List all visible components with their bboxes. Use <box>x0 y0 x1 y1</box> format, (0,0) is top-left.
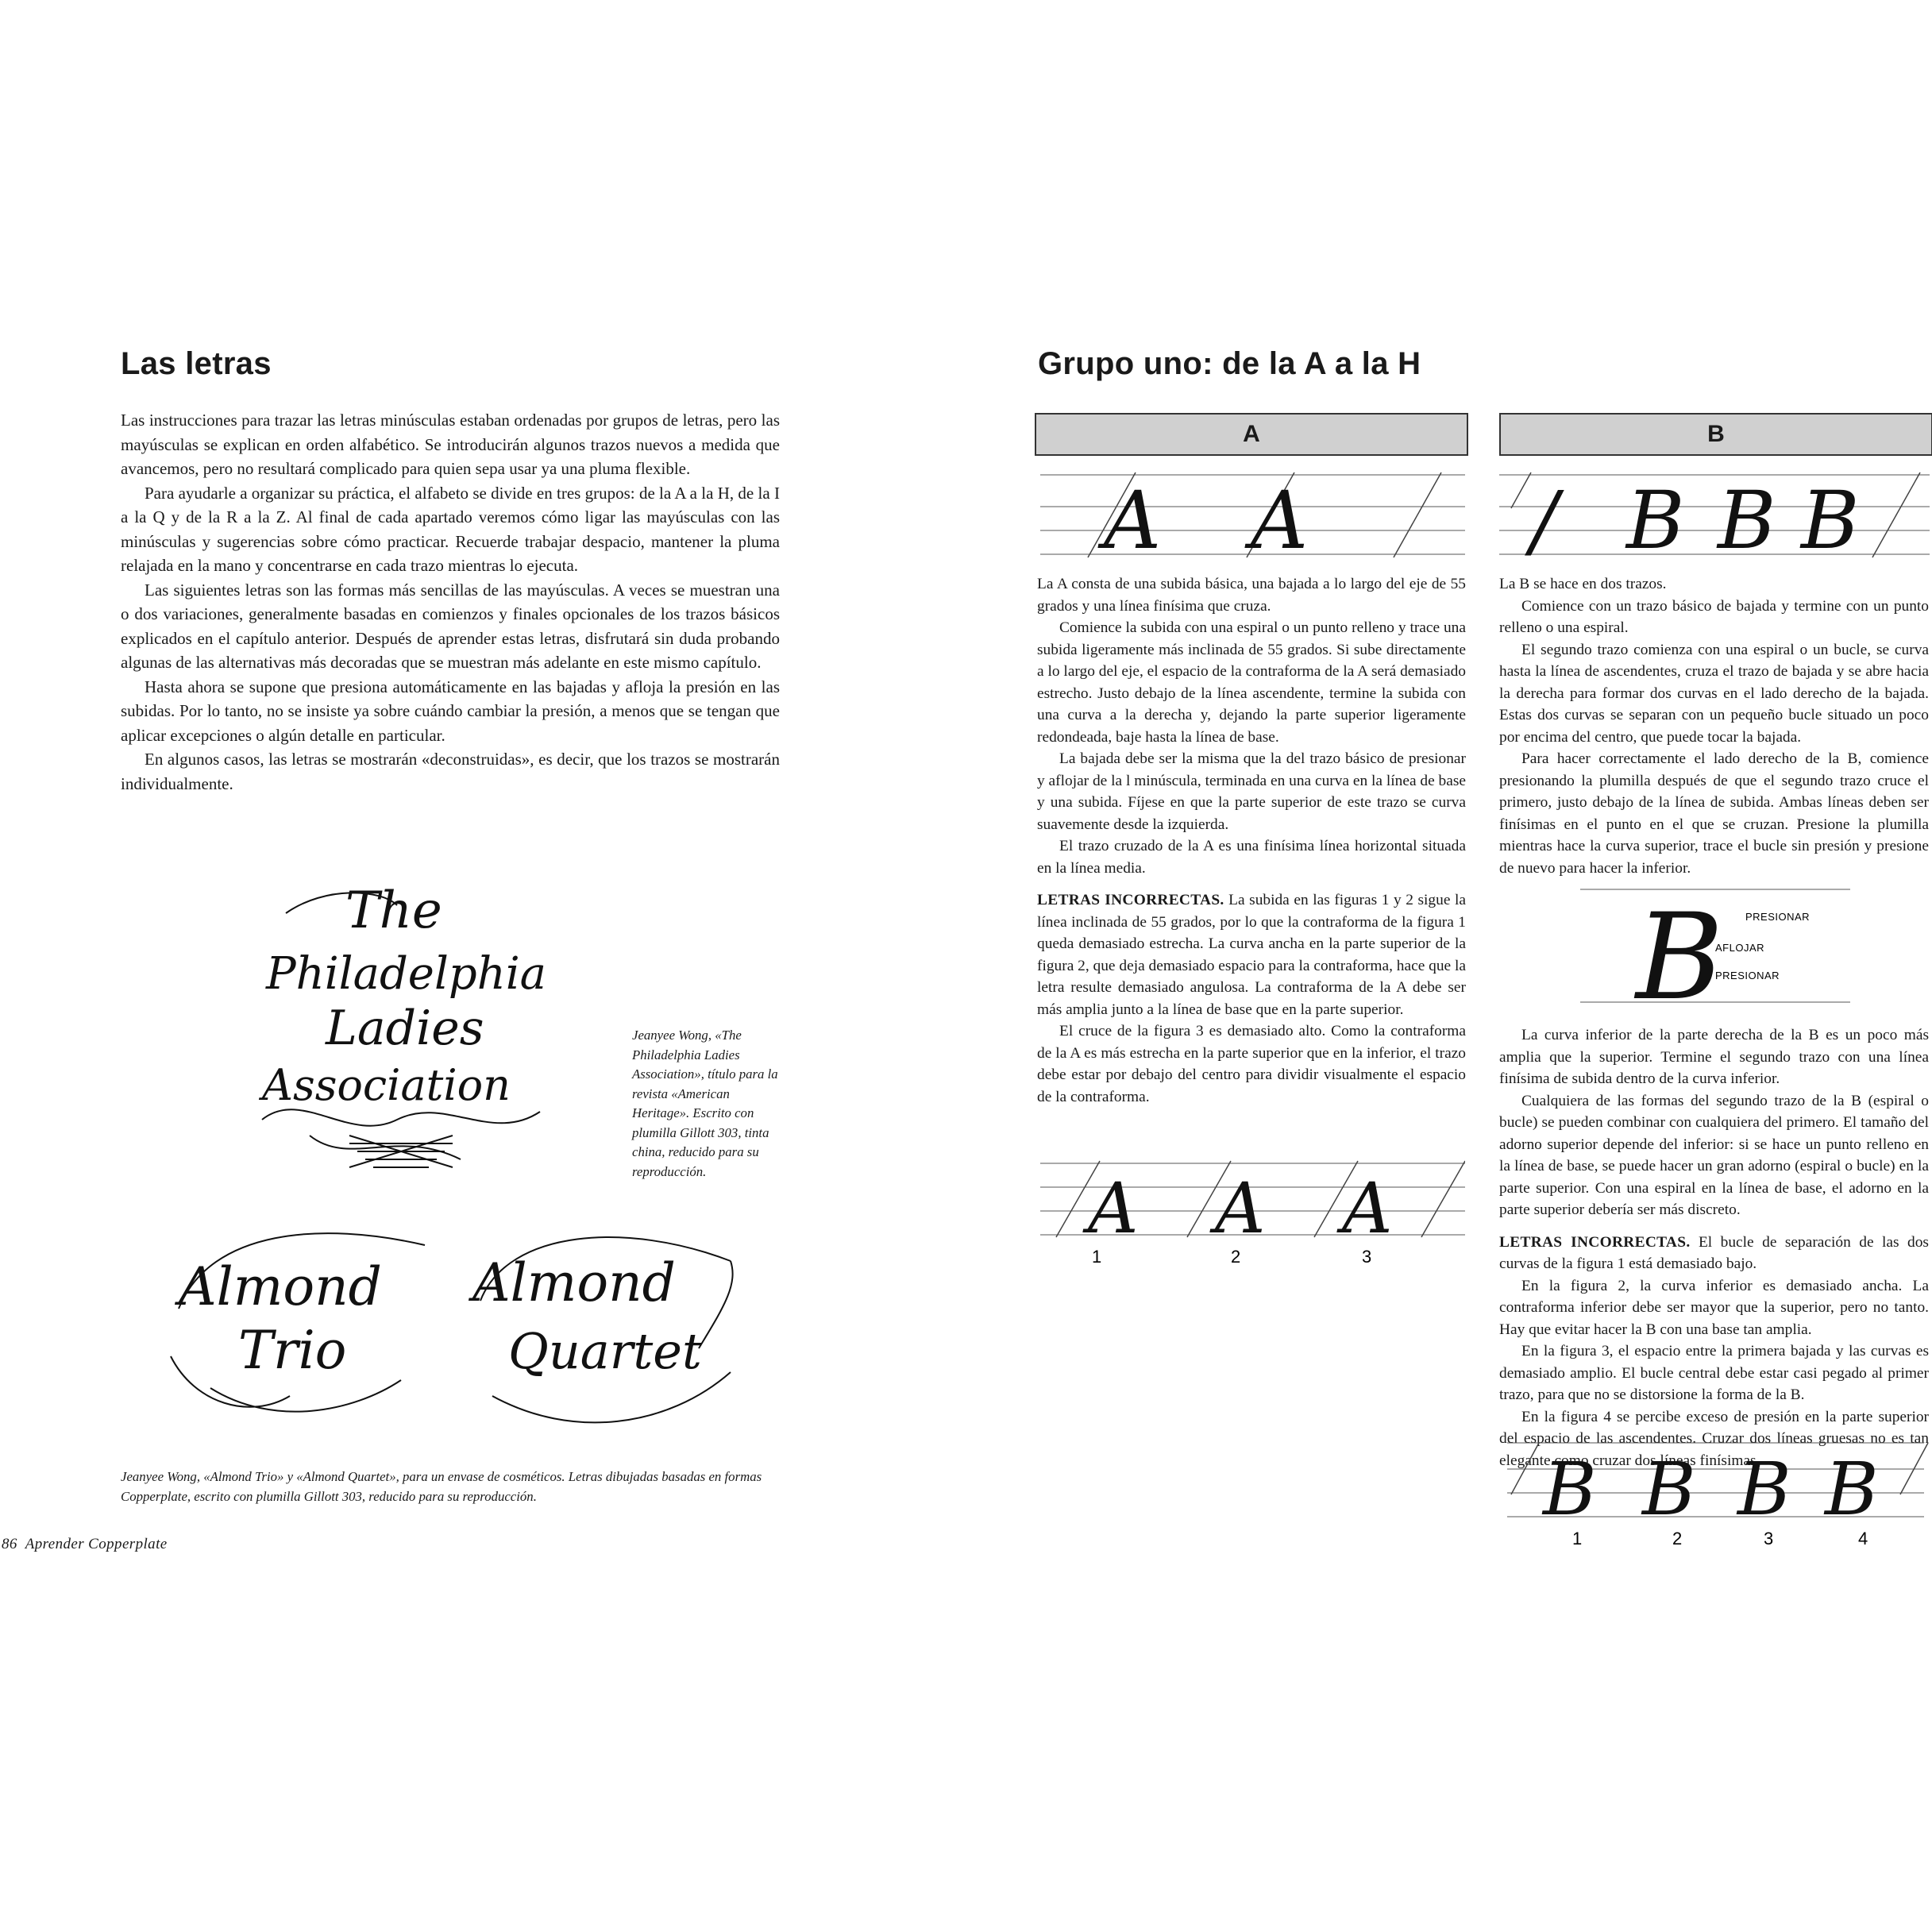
figure-number: 4 <box>1858 1529 1868 1548</box>
diagram-label: PRESIONAR <box>1715 970 1780 981</box>
philadelphia-ladies-artwork <box>254 881 548 1199</box>
letter-b-text-continued <box>1499 1024 1929 1471</box>
letter-b-incorrect-figures <box>1499 1439 1932 1550</box>
letter-a-incorrect-figures <box>1040 1159 1465 1267</box>
incorrect-letters-paragraph <box>1037 889 1466 1020</box>
letter-b-incorrect-sample: B <box>1543 1447 1597 1532</box>
letter-a-text <box>1037 573 1466 1108</box>
artwork-line: Association <box>262 1060 511 1110</box>
incorrect-letters-paragraph <box>1499 1232 1929 1275</box>
letter-a-header: A <box>1035 413 1468 456</box>
letter-a-incorrect-sample: A <box>1342 1167 1393 1249</box>
letter-b-guideline-sample <box>1499 469 1930 564</box>
letter-b-stroke-sample: / <box>1531 474 1558 564</box>
paragraph: Comience con un trazo básico de bajada y termine con un punto relleno o una espiral. <box>1499 597 1929 636</box>
letter-b-sample: B <box>1718 474 1776 564</box>
paragraph: La A consta de una subida básica, una bajada a lo largo del eje de 55 grados y una línea finísima que cruza. <box>1037 576 1466 615</box>
philadelphia-caption: Jeanyee Wong, «The Philadelphia Ladies Association», título para la revista «American Heritage». Escrito con plumilla Gillott 303, tinta china, reducido para su reproducción. <box>632 1028 778 1179</box>
figure-number: 2 <box>1672 1529 1683 1548</box>
left-page-title: Las letras <box>121 346 272 381</box>
paragraph: El trazo cruzado de la A es una finísima línea horizontal situada en la línea media. <box>1037 838 1466 877</box>
diagram-label: PRESIONAR <box>1745 911 1811 923</box>
paragraph: La curva inferior de la parte derecha de la B es un poco más amplia que la superior. Termine el segundo trazo con una línea finísima de subida dentro de la curva inferior. <box>1499 1027 1929 1087</box>
incorrect-label: LETRAS INCORRECTAS. <box>1037 892 1224 908</box>
paragraph: Para hacer correctamente el lado derecho de la B, comience presionando la plumilla después de que el segundo trazo cruce el primero, justo debajo de la línea de subida. Ambas líneas deben ser finísimas en el punto en el que se cruzan. Presione la plumilla mientras hace la curva superior, trace el bucle sin presión y presione de nuevo para hacer la inferior. <box>1499 750 1929 877</box>
paragraph: Hasta ahora se supone que presiona automáticamente en las bajadas y afloja la presión en las subidas. Por lo tanto, no se insiste ya sobre cuándo cambiar la presión, a menos que se tengan que aplicar excepciones o algún detalle en particular. <box>121 677 780 745</box>
letter-a-guideline-sample <box>1040 469 1465 564</box>
figure-number: 3 <box>1362 1247 1372 1267</box>
letter-b-pressure-diagram <box>1580 883 1866 1010</box>
figure-number: 1 <box>1572 1529 1583 1548</box>
paragraph: La B se hace en dos trazos. <box>1499 576 1667 592</box>
artwork-line: Almond <box>472 1252 676 1313</box>
paragraph: En algunos casos, las letras se mostrarán «deconstruidas», es decir, que los trazos se mostrarán individualmente. <box>121 750 780 793</box>
paragraph: En la figura 2, la curva inferior es demasiado ancha. La contraforma inferior debe ser mayor que la superior, pero no tanto. Hay que evitar hacer la B con una base tan amplia. <box>1499 1277 1929 1338</box>
figure-number: 1 <box>1092 1247 1102 1267</box>
figure-number: 3 <box>1764 1529 1774 1548</box>
figure-number: 2 <box>1231 1247 1241 1267</box>
letter-b-incorrect-sample: B <box>1825 1447 1879 1532</box>
paragraph: Las instrucciones para trazar las letras minúsculas estaban ordenadas por grupos de letras, pero las mayúsculas se explican en orden alfabético. Se introducirán algunos trazos nuevos a medida que avancemos, pero no resultará complicado para quien sepa usar ya una pluma flexible. <box>121 411 780 478</box>
letter-b-incorrect-sample: B <box>1737 1447 1791 1532</box>
page-folio <box>2 1536 168 1553</box>
paragraph: En la figura 4 se percibe exceso de presión en la parte superior del espacio de las ascendentes. Cruzar dos líneas gruesas no es tan elegante como cruzar dos líneas finísimas. <box>1499 1408 1929 1469</box>
incorrect-label: LETRAS INCORRECTAS. <box>1499 1233 1691 1251</box>
artwork-line: Quartet <box>508 1322 702 1380</box>
letter-b-incorrect-sample: B <box>1642 1447 1696 1532</box>
letter-b-diagram-sample: B <box>1636 889 1724 1010</box>
paragraph: La bajada debe ser la misma que la del trazo básico de presionar y aflojar de la l minúscula, terminada en una curva en la línea de base y una subida. Fíjese en que la parte superior de este trazo se curva suavemente desde la izquierda. <box>1037 750 1467 833</box>
book-title: Aprender Copperplate <box>25 1536 168 1552</box>
artwork-line: The <box>345 881 442 940</box>
letter-a-incorrect-sample: A <box>1088 1167 1139 1249</box>
left-body-text <box>121 408 780 796</box>
artwork-line: Ladies <box>326 1001 484 1056</box>
paragraph: Comience la subida con una espiral o un punto relleno y trace una subida ligeramente más inclinada de 55 grados. Si sube directamente a lo largo del eje, el espacio de la contraforma de la A será demasiado estrecho. Justo debajo de la línea ascendente, termine la subida con una curva a la derecha y, dejando la parte superior ligeramente redondeada, baje hasta la línea de base. <box>1037 619 1466 746</box>
paragraph: Para ayudarle a organizar su práctica, el alfabeto se divide en tres grupos: de la A a la H, de la I a la Q y de la R a la Z. Al final de cada apartado veremos cómo ligar las mayúsculas con las minúsculas y sugerencias sobre cómo practicar. Recuerde trabajar despacio, mantener la pluma relajada en la mano y concentrarse en cada trazo mientras lo ejecuta. <box>121 483 780 575</box>
incorrect-text: El bucle de separación de las dos curvas de la figura 1 está demasiado bajo. <box>1499 1233 1929 1272</box>
paragraph: Las siguientes letras son las formas más sencillas de las mayúsculas. A veces se muestran una o dos variaciones, generalmente basadas en comienzos y finales opcionales de los trazos básicos explicados en el capítulo anterior. Después de aprender estas letras, disfrutará sin duda probando algunas de las alternativas más decoradas que se muestran más adelante en este mismo capítulo. <box>121 580 780 672</box>
almond-trio-artwork <box>163 1213 433 1428</box>
diagram-label: AFLOJAR <box>1715 942 1765 954</box>
almond-quartet-artwork <box>469 1213 742 1436</box>
letter-a-incorrect-sample: A <box>1215 1167 1266 1249</box>
letter-b-sample: B <box>1801 474 1860 564</box>
letter-b-header: B <box>1499 413 1932 456</box>
incorrect-text: La subida en las figuras 1 y 2 sigue la línea inclinada de 55 grados, por lo que la contraforma de la figura 1 queda demasiado estrecha. La curva ancha en la parte superior de la figura 2, que deja demasiado espacio para la contraforma, hace que la letra resulte demasiado angulosa. La contraforma de la A debe ser más amplia junto a la línea de base que en la parte superior. <box>1037 892 1466 1018</box>
paragraph: Cualquiera de las formas del segundo trazo de la B (espiral o bucle) se pueden combinar con cualquiera del primero. El tamaño del adorno superior depende del inferior: si se hace un punto relleno en la línea de base, se puede hacer un gran adorno (espiral o bucle) en la parte superior. Con una espiral en la línea de base, el adorno en la parte superior debería ser más discreto. <box>1499 1092 1929 1218</box>
artwork-line: Almond <box>179 1256 382 1317</box>
paragraph: El segundo trazo comienza con una espiral o un bucle, se curva hasta la línea de ascendentes, cruza el trazo de bajada y se abre hacia la derecha para formar dos curvas en el lado derecho de la bajada. Estas dos curvas se separan con un pequeño bucle situado un poco por encima del centro, que puede tocar la bajada. <box>1499 641 1929 746</box>
letter-b-text <box>1499 573 1929 879</box>
letter-b-sample: B <box>1626 474 1685 564</box>
artwork-line: Trio <box>238 1320 347 1381</box>
paragraph: El cruce de la figura 3 es demasiado alto. Como la contraforma de la A es más estrecha en la parte superior que en la inferior, el trazo debe estar por debajo del centro para dividir visualmente el espacio de la contraforma. <box>1037 1023 1466 1105</box>
letter-a-sample: A <box>1251 474 1309 564</box>
letter-a-sample: A <box>1104 474 1162 564</box>
artwork-line: Philadelphia <box>266 948 547 1000</box>
right-page-title: Grupo uno: de la A a la H <box>1038 346 1421 381</box>
almond-caption: Jeanyee Wong, «Almond Trio» y «Almond Quartet», para un envase de cosméticos. Letras dibujadas basadas en formas Copperplate, escrito con plumilla Gillott 303, reducido para su reproducción. <box>121 1469 762 1504</box>
page-number: 86 <box>2 1536 17 1552</box>
paragraph: En la figura 3, el espacio entre la primera bajada y las curvas es demasiado amplio. El bucle central debe estar casi pegado al primer trazo, para que no se distorsione la forma de la B. <box>1499 1343 1929 1403</box>
